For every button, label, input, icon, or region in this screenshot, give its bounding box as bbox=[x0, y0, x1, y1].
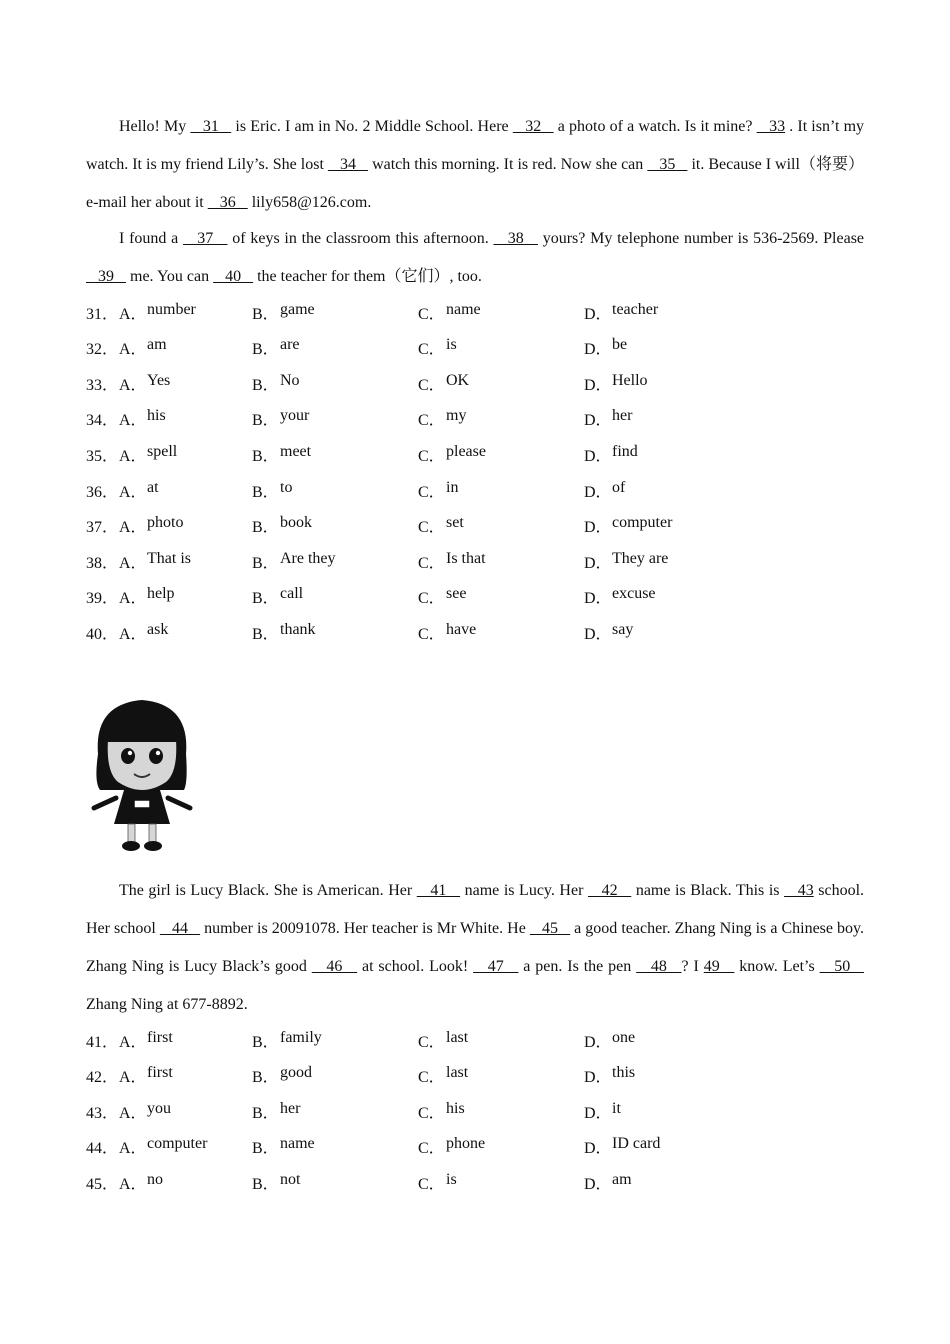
option-text: last bbox=[446, 1028, 469, 1046]
option-letter: C． bbox=[418, 1140, 445, 1158]
option-d[interactable] bbox=[584, 550, 750, 573]
question-row bbox=[86, 330, 864, 366]
option-text: of bbox=[612, 478, 626, 496]
option-letter: D． bbox=[584, 412, 612, 430]
option-c[interactable] bbox=[418, 1135, 584, 1158]
option-d[interactable] bbox=[584, 443, 750, 466]
blank-48[interactable]: 48 bbox=[636, 958, 682, 975]
option-text: say bbox=[612, 620, 634, 638]
blank-49[interactable]: 49 bbox=[703, 958, 735, 975]
option-a[interactable] bbox=[119, 1171, 252, 1194]
option-a[interactable] bbox=[119, 372, 252, 395]
option-b[interactable] bbox=[252, 1171, 418, 1194]
option-c[interactable] bbox=[418, 1171, 584, 1194]
option-text: computer bbox=[612, 514, 673, 532]
blank-45[interactable]: 45 bbox=[529, 920, 571, 937]
question-row bbox=[86, 294, 864, 330]
option-text: is bbox=[446, 1170, 457, 1188]
option-text: Are they bbox=[280, 549, 336, 567]
option-b[interactable] bbox=[252, 514, 418, 537]
blank-43[interactable]: 43 bbox=[784, 882, 814, 899]
question-row bbox=[86, 579, 864, 615]
option-text: first bbox=[147, 1064, 173, 1082]
option-text: thank bbox=[280, 620, 316, 638]
option-text: book bbox=[280, 514, 312, 532]
option-letter: C． bbox=[418, 554, 445, 572]
option-text: Hello bbox=[612, 371, 648, 389]
option-text: set bbox=[446, 514, 464, 532]
blank-41[interactable]: 41 bbox=[416, 882, 461, 899]
option-letter: C． bbox=[418, 412, 445, 430]
option-letter: C． bbox=[418, 590, 445, 608]
question-row bbox=[86, 472, 864, 508]
option-text: phone bbox=[446, 1135, 486, 1153]
option-text: name bbox=[446, 300, 481, 318]
question-number: 33． bbox=[86, 376, 119, 394]
option-text: help bbox=[147, 585, 175, 603]
option-letter: D． bbox=[584, 1104, 612, 1122]
option-letter: C． bbox=[418, 625, 445, 643]
option-text: you bbox=[147, 1099, 171, 1117]
question-row bbox=[86, 543, 864, 579]
option-text: photo bbox=[147, 514, 184, 532]
question-number: 43． bbox=[86, 1104, 119, 1122]
option-letter: C． bbox=[418, 519, 445, 537]
option-c[interactable] bbox=[418, 372, 584, 395]
option-text: am bbox=[147, 336, 167, 354]
option-letter: A． bbox=[119, 1104, 147, 1122]
option-text: is bbox=[446, 336, 457, 354]
question-number: 39． bbox=[86, 590, 119, 608]
option-c[interactable] bbox=[418, 514, 584, 537]
option-d[interactable] bbox=[584, 514, 750, 537]
option-letter: C． bbox=[418, 1175, 445, 1193]
option-text: computer bbox=[147, 1135, 208, 1153]
blank-44[interactable]: 44 bbox=[159, 920, 201, 937]
option-a[interactable] bbox=[119, 1064, 252, 1087]
option-text: his bbox=[147, 407, 166, 425]
option-a[interactable] bbox=[119, 336, 252, 359]
option-text: excuse bbox=[612, 585, 656, 603]
option-c[interactable] bbox=[418, 1064, 584, 1087]
option-a[interactable] bbox=[119, 301, 252, 324]
blank-36[interactable]: 36 bbox=[207, 194, 248, 211]
option-d[interactable] bbox=[584, 372, 750, 395]
option-letter: A． bbox=[119, 519, 147, 537]
question-row bbox=[86, 1093, 864, 1129]
option-letter: B． bbox=[252, 483, 279, 501]
question-number: 45． bbox=[86, 1175, 119, 1193]
option-d[interactable] bbox=[584, 336, 750, 359]
option-letter: A． bbox=[119, 554, 147, 572]
option-letter: B． bbox=[252, 1033, 279, 1051]
option-text: her bbox=[612, 407, 633, 425]
option-text: am bbox=[612, 1170, 632, 1188]
option-d[interactable] bbox=[584, 407, 750, 430]
option-letter: D． bbox=[584, 483, 612, 501]
option-text: one bbox=[612, 1028, 636, 1046]
option-text: my bbox=[446, 407, 467, 425]
option-letter: C． bbox=[418, 341, 445, 359]
blank-46[interactable]: 46 bbox=[311, 958, 358, 975]
option-letter: C． bbox=[418, 447, 445, 465]
blank-39[interactable]: 39 bbox=[86, 268, 126, 285]
option-b[interactable] bbox=[252, 621, 418, 644]
blank-31[interactable]: 31 bbox=[190, 118, 232, 135]
option-letter: B． bbox=[252, 590, 279, 608]
option-b[interactable] bbox=[252, 1029, 418, 1052]
option-text: ID card bbox=[612, 1135, 661, 1153]
question-row bbox=[86, 1022, 864, 1058]
option-text: first bbox=[147, 1028, 173, 1046]
option-c[interactable] bbox=[418, 621, 584, 644]
question-row bbox=[86, 436, 864, 472]
option-text: have bbox=[446, 620, 477, 638]
option-letter: D． bbox=[584, 341, 612, 359]
option-letter: C． bbox=[418, 483, 445, 501]
option-b[interactable] bbox=[252, 1064, 418, 1087]
option-b[interactable] bbox=[252, 1135, 418, 1158]
option-a[interactable] bbox=[119, 407, 252, 430]
blank-38[interactable]: 38 bbox=[493, 230, 538, 247]
option-letter: A． bbox=[119, 1069, 147, 1087]
option-d[interactable] bbox=[584, 479, 750, 502]
option-text: are bbox=[280, 336, 300, 354]
question-row bbox=[86, 508, 864, 544]
option-text: spell bbox=[147, 442, 178, 460]
option-text: number bbox=[147, 300, 196, 318]
passage2-paragraph: The girl is Lucy Black. She is American. Her 41 name is Lucy. Her 42 name is Black. This is 43 school. Her school 44 number is 20091078. Her teacher is Mr White. He 45 a good teacher. Zhang Ning is a Chinese boy. Zhang Ning is Lucy Black’s good 46 at school. Look! 47 a pen. Is the pen 48 ? I 49 know. Let’s 50 Zhang Ning at 677-8892. bbox=[86, 882, 865, 1013]
option-text: find bbox=[612, 442, 638, 460]
option-text: no bbox=[147, 1170, 163, 1188]
option-letter: B． bbox=[252, 341, 279, 359]
passage1-paragraph2: I found a 37 of keys in the classroom this afternoon. 38 yours? My telephone number is 536-2569. Please 39 me. You can 40 the teacher for them（它们）, too. bbox=[86, 230, 865, 285]
option-text: Is that bbox=[446, 549, 486, 567]
blank-40[interactable]: 40 bbox=[213, 268, 254, 285]
option-letter: B． bbox=[252, 412, 279, 430]
option-letter: C． bbox=[418, 305, 445, 323]
option-text: see bbox=[446, 585, 467, 603]
option-b[interactable] bbox=[252, 336, 418, 359]
girl-cartoon-icon bbox=[88, 694, 196, 856]
option-letter: A． bbox=[119, 1140, 147, 1158]
option-letter: A． bbox=[119, 305, 147, 323]
question-number: 37． bbox=[86, 519, 119, 537]
option-c[interactable] bbox=[418, 301, 584, 324]
option-d[interactable] bbox=[584, 585, 750, 608]
question-row bbox=[86, 401, 864, 437]
question-row bbox=[86, 1129, 864, 1165]
blank-35[interactable]: 35 bbox=[647, 156, 688, 173]
option-b[interactable] bbox=[252, 479, 418, 502]
option-letter: A． bbox=[119, 590, 147, 608]
option-letter: B． bbox=[252, 1069, 279, 1087]
blank-33[interactable]: 33 bbox=[756, 118, 786, 135]
option-a[interactable] bbox=[119, 514, 252, 537]
option-d[interactable] bbox=[584, 1135, 750, 1158]
option-d[interactable] bbox=[584, 1029, 750, 1052]
option-letter: D． bbox=[584, 1175, 612, 1193]
option-text: be bbox=[612, 336, 628, 354]
option-text: please bbox=[446, 442, 486, 460]
option-a[interactable] bbox=[119, 621, 252, 644]
blank-47[interactable]: 47 bbox=[473, 958, 519, 975]
option-letter: D． bbox=[584, 305, 612, 323]
option-a[interactable] bbox=[119, 443, 252, 466]
option-text: game bbox=[280, 300, 315, 318]
option-letter: B． bbox=[252, 305, 279, 323]
option-text: That is bbox=[147, 549, 191, 567]
option-letter: A． bbox=[119, 376, 147, 394]
option-text: in bbox=[446, 478, 459, 496]
option-letter: D． bbox=[584, 447, 612, 465]
option-c[interactable] bbox=[418, 407, 584, 430]
option-letter: A． bbox=[119, 625, 147, 643]
option-text: ask bbox=[147, 620, 169, 638]
blank-42[interactable]: 42 bbox=[587, 882, 632, 899]
option-letter: D． bbox=[584, 1033, 612, 1051]
question-number: 38． bbox=[86, 554, 119, 572]
option-letter: B． bbox=[252, 519, 279, 537]
option-letter: A． bbox=[119, 483, 147, 501]
option-c[interactable] bbox=[418, 336, 584, 359]
option-c[interactable] bbox=[418, 1100, 584, 1123]
option-d[interactable] bbox=[584, 1171, 750, 1194]
option-text: his bbox=[446, 1099, 465, 1117]
option-letter: A． bbox=[119, 447, 147, 465]
option-letter: D． bbox=[584, 1140, 612, 1158]
option-letter: B． bbox=[252, 376, 279, 394]
option-letter: C． bbox=[418, 1104, 445, 1122]
option-c[interactable] bbox=[418, 585, 584, 608]
option-c[interactable] bbox=[418, 443, 584, 466]
option-text: not bbox=[280, 1170, 301, 1188]
option-text: your bbox=[280, 407, 310, 425]
question-row bbox=[86, 1058, 864, 1094]
option-letter: B． bbox=[252, 447, 279, 465]
option-text: her bbox=[280, 1099, 301, 1117]
option-text: last bbox=[446, 1064, 469, 1082]
option-letter: B． bbox=[252, 1104, 279, 1122]
option-c[interactable] bbox=[418, 479, 584, 502]
option-letter: D． bbox=[584, 519, 612, 537]
option-d[interactable] bbox=[584, 621, 750, 644]
option-letter: B． bbox=[252, 554, 279, 572]
option-a[interactable] bbox=[119, 1029, 252, 1052]
question-number: 42． bbox=[86, 1069, 119, 1087]
option-text: No bbox=[280, 371, 300, 389]
option-letter: A． bbox=[119, 1033, 147, 1051]
option-text: good bbox=[280, 1064, 312, 1082]
option-b[interactable] bbox=[252, 585, 418, 608]
option-text: at bbox=[147, 478, 159, 496]
question-number: 31． bbox=[86, 305, 119, 323]
option-text: OK bbox=[446, 371, 470, 389]
option-d[interactable] bbox=[584, 1064, 750, 1087]
option-text: Yes bbox=[147, 371, 171, 389]
question-number: 41． bbox=[86, 1033, 119, 1051]
question-number: 36． bbox=[86, 483, 119, 501]
option-a[interactable] bbox=[119, 585, 252, 608]
option-c[interactable] bbox=[418, 1029, 584, 1052]
question-number: 35． bbox=[86, 447, 119, 465]
option-a[interactable] bbox=[119, 479, 252, 502]
option-a[interactable] bbox=[119, 1135, 252, 1158]
option-letter: D． bbox=[584, 1069, 612, 1087]
option-text: name bbox=[280, 1135, 315, 1153]
option-letter: A． bbox=[119, 412, 147, 430]
option-letter: D． bbox=[584, 590, 612, 608]
option-text: call bbox=[280, 585, 304, 603]
option-b[interactable] bbox=[252, 301, 418, 324]
option-text: meet bbox=[280, 442, 312, 460]
option-letter: A． bbox=[119, 1175, 147, 1193]
option-text: it bbox=[612, 1099, 621, 1117]
option-letter: B． bbox=[252, 625, 279, 643]
question-number: 34． bbox=[86, 412, 119, 430]
option-letter: D． bbox=[584, 376, 612, 394]
option-d[interactable] bbox=[584, 301, 750, 324]
option-c[interactable] bbox=[418, 550, 584, 573]
blank-32[interactable]: 32 bbox=[512, 118, 554, 135]
option-b[interactable] bbox=[252, 550, 418, 573]
option-b[interactable] bbox=[252, 1100, 418, 1123]
question-row bbox=[86, 365, 864, 401]
question-row bbox=[86, 614, 864, 650]
option-d[interactable] bbox=[584, 1100, 750, 1123]
option-letter: B． bbox=[252, 1140, 279, 1158]
option-text: They are bbox=[612, 549, 669, 567]
option-letter: C． bbox=[418, 1069, 445, 1087]
passage1-paragraph1: Hello! My 31 is Eric. I am in No. 2 Middle School. Here 32 a photo of a watch. Is it mine? 33 . It isn’t my watch. It is my friend Lily’s. She lost 34 watch this morning. It is red. Now she can 35 it. Because I will（将要）e-mail her about it 36 lily658@126.com. bbox=[86, 118, 865, 211]
option-b[interactable] bbox=[252, 407, 418, 430]
option-b[interactable] bbox=[252, 443, 418, 466]
option-text: teacher bbox=[612, 300, 659, 318]
blank-37[interactable]: 37 bbox=[183, 230, 228, 247]
question-row bbox=[86, 1164, 864, 1200]
option-letter: A． bbox=[119, 341, 147, 359]
question-number: 32． bbox=[86, 341, 119, 359]
option-letter: C． bbox=[418, 376, 445, 394]
option-text: family bbox=[280, 1028, 322, 1046]
option-b[interactable] bbox=[252, 372, 418, 395]
blank-50[interactable]: 50 bbox=[819, 958, 865, 975]
option-a[interactable] bbox=[119, 1100, 252, 1123]
blank-34[interactable]: 34 bbox=[327, 156, 369, 173]
option-text: to bbox=[280, 478, 293, 496]
option-letter: B． bbox=[252, 1175, 279, 1193]
option-letter: D． bbox=[584, 554, 612, 572]
question-number: 40． bbox=[86, 625, 119, 643]
option-a[interactable] bbox=[119, 550, 252, 573]
question-number: 44． bbox=[86, 1140, 119, 1158]
option-text: this bbox=[612, 1064, 636, 1082]
option-letter: C． bbox=[418, 1033, 445, 1051]
option-letter: D． bbox=[584, 625, 612, 643]
